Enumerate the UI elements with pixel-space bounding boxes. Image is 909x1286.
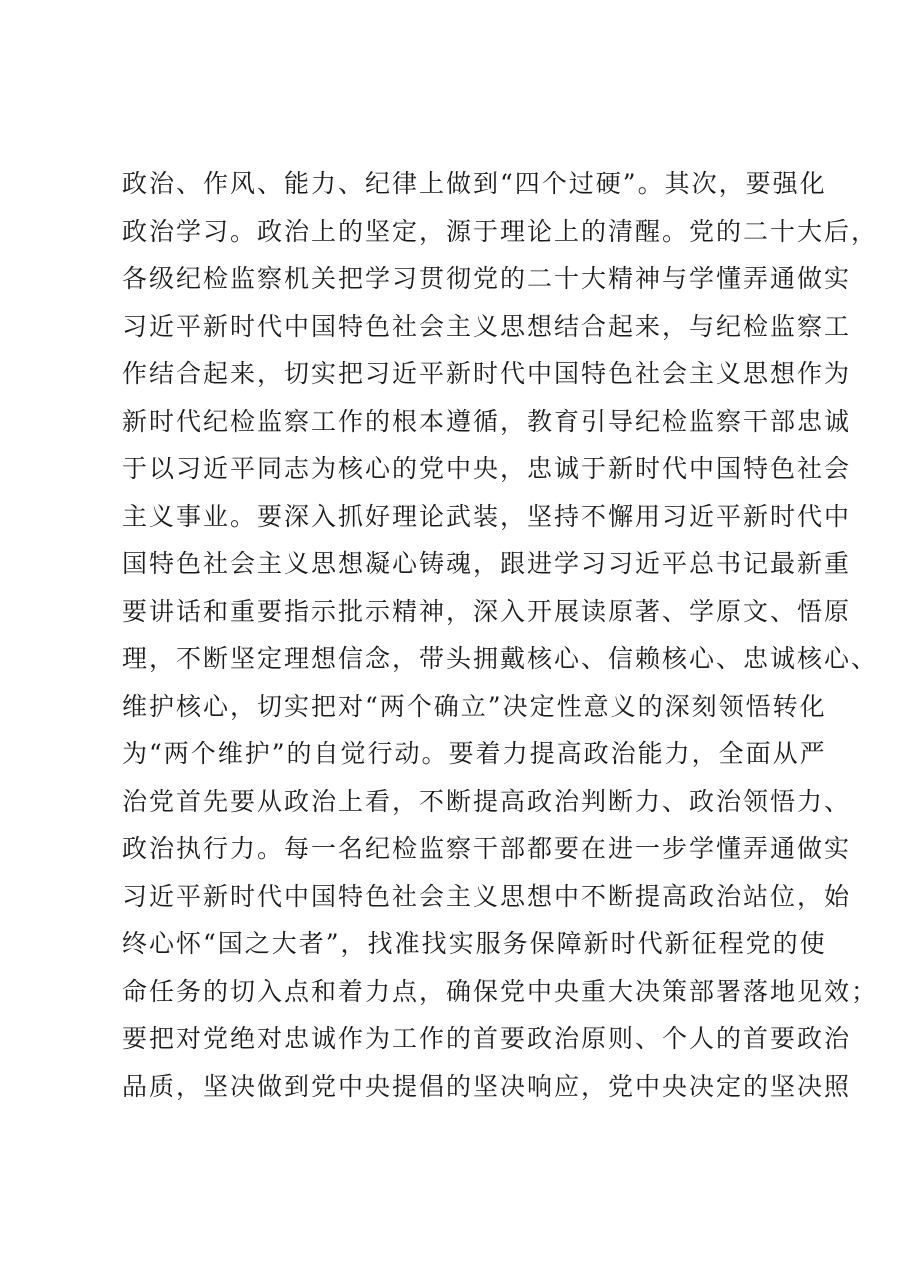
text-line: 作结合起来，切实把习近平新时代中国特色社会主义思想作为 [122,359,852,388]
text-line: 主义事业。要深入抓好理论武装，坚持不懈用习近平新时代中 [122,501,852,531]
text-line: 要讲话和重要指示批示精神，深入开展读原著、学原文、悟原 [122,596,852,626]
text-line: 理，不断坚定理想信念，带头拥戴核心、信赖核心、忠诚核心、 [122,644,879,673]
text-line: 新时代纪检监察工作的根本遵循，教育引导纪检监察干部忠诚 [122,406,852,436]
text-line: 维护核心，切实把对“两个确立”决定性意义的深刻领悟转化 [122,691,827,721]
text-line: 终心怀“国之大者”，找准找实服务保障新时代新征程党的使 [122,929,827,958]
text-line: 命任务的切入点和着力点，确保党中央重大决策部署落地见效； [122,976,879,1006]
text-line: 治党首先要从政治上看，不断提高政治判断力、政治领悟力、 [122,786,852,816]
text-line: 习近平新时代中国特色社会主义思想结合起来，与纪检监察工 [122,311,852,341]
text-line: 各级纪检监察机关把学习贯彻党的二十大精神与学懂弄通做实 [122,264,852,293]
text-line: 要把对党绝对忠诚作为工作的首要政治原则、个人的首要政治 [122,1024,852,1053]
text-line: 政治、作风、能力、纪律上做到“四个过硬”。其次，要强化 [122,169,827,198]
text-line: 习近平新时代中国特色社会主义思想中不断提高政治站位，始 [122,881,852,911]
text-line: 于以习近平同志为核心的党中央，忠诚于新时代中国特色社会 [122,454,852,483]
text-line: 国特色社会主义思想凝心铸魂，跟进学习习近平总书记最新重 [122,549,852,578]
text-line: 政治执行力。每一名纪检监察干部都要在进一步学懂弄通做实 [122,834,852,863]
text-line: 政治学习。政治上的坚定，源于理论上的清醒。党的二十大后， [122,216,879,246]
text-line: 品质，坚决做到党中央提倡的坚决响应，党中央决定的坚决照 [122,1071,852,1101]
text-line: 为“两个维护”的自觉行动。要着力提高政治能力，全面从严 [122,739,827,768]
body-text [122,160,879,1110]
